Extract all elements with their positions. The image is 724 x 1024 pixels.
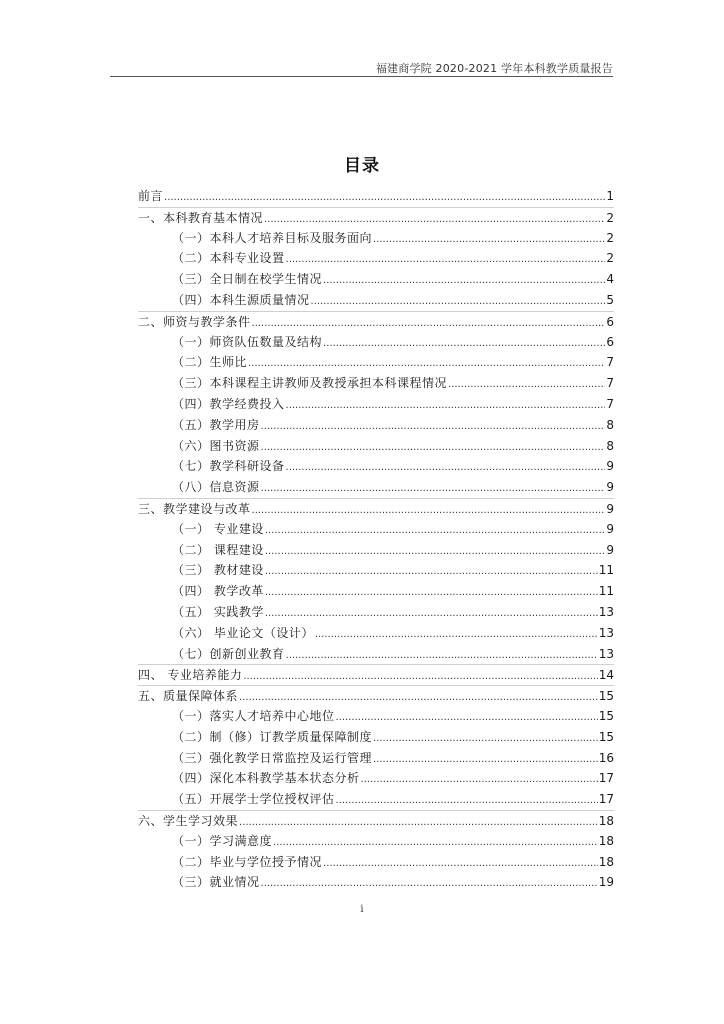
toc-entry-section[interactable]	[138, 186, 614, 207]
toc-dot-leader	[261, 438, 605, 459]
toc-entry-page-number: 17	[598, 771, 614, 786]
toc-entry-subsection[interactable]	[138, 540, 614, 561]
toc-entry-page-number: 15	[598, 708, 614, 723]
toc-dot-leader	[243, 667, 597, 688]
toc-entry-page-number: 6	[606, 314, 614, 329]
toc-entry-label: （五）开展学士学位授权评估	[172, 792, 335, 807]
toc-entry-label: 前言	[138, 189, 164, 203]
toc-dot-leader	[311, 292, 605, 313]
toc-entry-subsection[interactable]	[138, 623, 614, 644]
toc-entry-section[interactable]	[138, 664, 614, 685]
toc-entry-label: （三）全日制在校学生情况	[172, 272, 323, 287]
toc-entry-label: 六、学生学习效果	[138, 813, 239, 828]
toc-dot-leader	[336, 708, 598, 729]
toc-dot-leader	[286, 250, 605, 271]
toc-entry-section[interactable]	[138, 810, 614, 831]
toc-entry-subsection[interactable]	[138, 373, 614, 394]
toc-entry-page-number: 8	[606, 417, 614, 432]
toc-entry-section[interactable]	[138, 311, 614, 332]
toc-entry-page-number: 7	[606, 396, 614, 411]
toc-entry-label: （三）就业情况	[172, 875, 260, 890]
toc-entry-page-number: 13	[598, 646, 614, 661]
toc-entry-label: （五）教学用房	[172, 417, 260, 432]
toc-entry-label: （二）本科专业设置	[172, 251, 285, 266]
toc-entry-page-number: 4	[606, 272, 614, 287]
toc-entry-page-number: 13	[598, 625, 614, 640]
toc-dot-leader	[323, 271, 605, 292]
toc-entry-page-number: 2	[606, 210, 614, 225]
toc-entry-label: （二）生师比	[172, 355, 248, 370]
toc-dot-leader	[448, 375, 605, 396]
toc-entry-label: （二） 课程建设	[172, 542, 264, 557]
table-of-contents	[138, 186, 614, 893]
toc-entry-subsection[interactable]	[138, 477, 614, 498]
toc-entry-page-number: 2	[606, 251, 614, 266]
toc-dot-leader	[164, 188, 605, 209]
toc-dot-leader	[265, 562, 598, 583]
toc-entry-label: 一、本科教育基本情况	[138, 210, 264, 225]
toc-entry-subsection[interactable]	[138, 228, 614, 249]
toc-entry-page-number: 18	[598, 833, 614, 848]
toc-entry-page-number: 1	[606, 189, 614, 203]
toc-entry-subsection[interactable]	[138, 768, 614, 789]
toc-entry-section[interactable]	[138, 207, 614, 228]
toc-dot-leader	[248, 354, 605, 375]
toc-dot-leader	[315, 625, 598, 646]
toc-entry-subsection[interactable]	[138, 872, 614, 893]
toc-entry-label: （七）创新创业教育	[172, 646, 285, 661]
toc-entry-subsection[interactable]	[138, 852, 614, 873]
toc-entry-page-number: 5	[606, 292, 614, 307]
toc-entry-subsection[interactable]	[138, 436, 614, 457]
toc-entry-subsection[interactable]	[138, 581, 614, 602]
toc-entry-label: （一）学习满意度	[172, 833, 273, 848]
toc-entry-label: （三） 教材建设	[172, 563, 264, 578]
toc-entry-label: 三、教学建设与改革	[138, 501, 251, 516]
toc-dot-leader	[286, 458, 605, 479]
toc-entry-label: 四、 专业培养能力	[138, 668, 243, 683]
toc-dot-leader	[373, 750, 598, 771]
toc-entry-subsection[interactable]	[138, 290, 614, 311]
toc-entry-label: （五） 实践教学	[172, 604, 264, 619]
toc-entry-label: （四）教学经费投入	[172, 396, 285, 411]
toc-entry-label: （四）本科生源质量情况	[172, 292, 310, 307]
toc-dot-leader	[261, 479, 605, 500]
toc-entry-page-number: 17	[598, 792, 614, 807]
toc-entry-page-number: 7	[606, 355, 614, 370]
toc-entry-page-number: 15	[598, 729, 614, 744]
toc-entry-page-number: 13	[598, 604, 614, 619]
toc-entry-page-number: 19	[598, 875, 614, 890]
toc-entry-label: （一） 专业建设	[172, 521, 264, 536]
toc-entry-label: （三）本科课程主讲教师及教授承担本科课程情况	[172, 376, 448, 391]
toc-entry-label: （一）本科人才培养目标及服务面向	[172, 230, 373, 245]
toc-entry-subsection[interactable]	[138, 831, 614, 852]
toc-entry-page-number: 11	[598, 563, 614, 578]
toc-entry-section[interactable]	[138, 498, 614, 519]
toc-entry-label: （七）教学科研设备	[172, 459, 285, 474]
toc-entry-label: （三）强化教学日常监控及运行管理	[172, 750, 373, 765]
toc-entry-page-number: 15	[598, 689, 614, 704]
toc-entry-subsection[interactable]	[138, 727, 614, 748]
toc-entry-subsection[interactable]	[138, 248, 614, 269]
toc-title: 目录	[344, 156, 380, 176]
toc-entry-label: 五、质量保障体系	[138, 689, 239, 704]
toc-entry-page-number: 9	[606, 459, 614, 474]
toc-entry-subsection[interactable]	[138, 706, 614, 727]
toc-dot-leader	[323, 854, 598, 875]
toc-entry-label: （八）信息资源	[172, 480, 260, 495]
toc-entry-subsection[interactable]	[138, 352, 614, 373]
toc-entry-subsection[interactable]	[138, 789, 614, 810]
toc-dot-leader	[323, 334, 605, 355]
toc-dot-leader	[265, 604, 598, 625]
toc-dot-leader	[261, 874, 598, 895]
toc-dot-leader	[265, 521, 605, 542]
toc-dot-leader	[265, 583, 598, 604]
toc-entry-page-number: 9	[606, 521, 614, 536]
toc-entry-page-number: 18	[598, 854, 614, 869]
toc-entry-label: （四） 教学改革	[172, 584, 264, 599]
toc-dot-leader	[252, 501, 605, 522]
toc-entry-label: （二）制（修）订教学质量保障制度	[172, 729, 373, 744]
toc-entry-label: 二、师资与教学条件	[138, 314, 251, 329]
toc-entry-label: （六）图书资源	[172, 438, 260, 453]
toc-dot-leader	[273, 833, 598, 854]
toc-entry-subsection[interactable]	[138, 415, 614, 436]
toc-entry-label: （二）毕业与学位授予情况	[172, 854, 323, 869]
toc-dot-leader	[361, 770, 598, 791]
toc-entry-subsection[interactable]	[138, 748, 614, 769]
running-header: 福建商学院 2020-2021 学年本科教学质量报告	[375, 62, 613, 75]
toc-entry-subsection[interactable]	[138, 560, 614, 581]
toc-entry-page-number: 18	[598, 813, 614, 828]
toc-entry-page-number: 2	[606, 230, 614, 245]
toc-entry-page-number: 9	[606, 480, 614, 495]
toc-entry-subsection[interactable]	[138, 269, 614, 290]
toc-dot-leader	[286, 396, 605, 417]
toc-entry-page-number: 16	[598, 750, 614, 765]
toc-dot-leader	[336, 791, 598, 812]
toc-entry-label: （六） 毕业论文（设计）	[172, 625, 314, 640]
toc-dot-leader	[373, 729, 598, 750]
toc-entry-subsection[interactable]	[138, 456, 614, 477]
toc-dot-leader	[239, 813, 598, 834]
toc-entry-page-number: 14	[598, 668, 614, 683]
toc-entry-label: （四）深化本科教学基本状态分析	[172, 771, 360, 786]
toc-entry-page-number: 8	[606, 438, 614, 453]
toc-entry-subsection[interactable]	[138, 394, 614, 415]
toc-entry-page-number: 6	[606, 334, 614, 349]
toc-entry-label: （一）落实人才培养中心地位	[172, 708, 335, 723]
toc-dot-leader	[286, 646, 598, 667]
toc-entry-subsection[interactable]	[138, 602, 614, 623]
toc-entry-subsection[interactable]	[138, 644, 614, 665]
toc-dot-leader	[265, 542, 605, 563]
toc-entry-label: （一）师资队伍数量及结构	[172, 334, 323, 349]
page-number: i	[360, 904, 364, 915]
toc-entry-page-number: 9	[606, 501, 614, 516]
header-rule	[110, 76, 613, 77]
toc-entry-subsection[interactable]	[138, 519, 614, 540]
toc-dot-leader	[373, 230, 605, 251]
toc-entry-page-number: 7	[606, 376, 614, 391]
toc-entry-section[interactable]	[138, 685, 614, 706]
toc-entry-page-number: 9	[606, 542, 614, 557]
toc-entry-page-number: 11	[598, 584, 614, 599]
toc-entry-subsection[interactable]	[138, 332, 614, 353]
toc-dot-leader	[261, 417, 605, 438]
